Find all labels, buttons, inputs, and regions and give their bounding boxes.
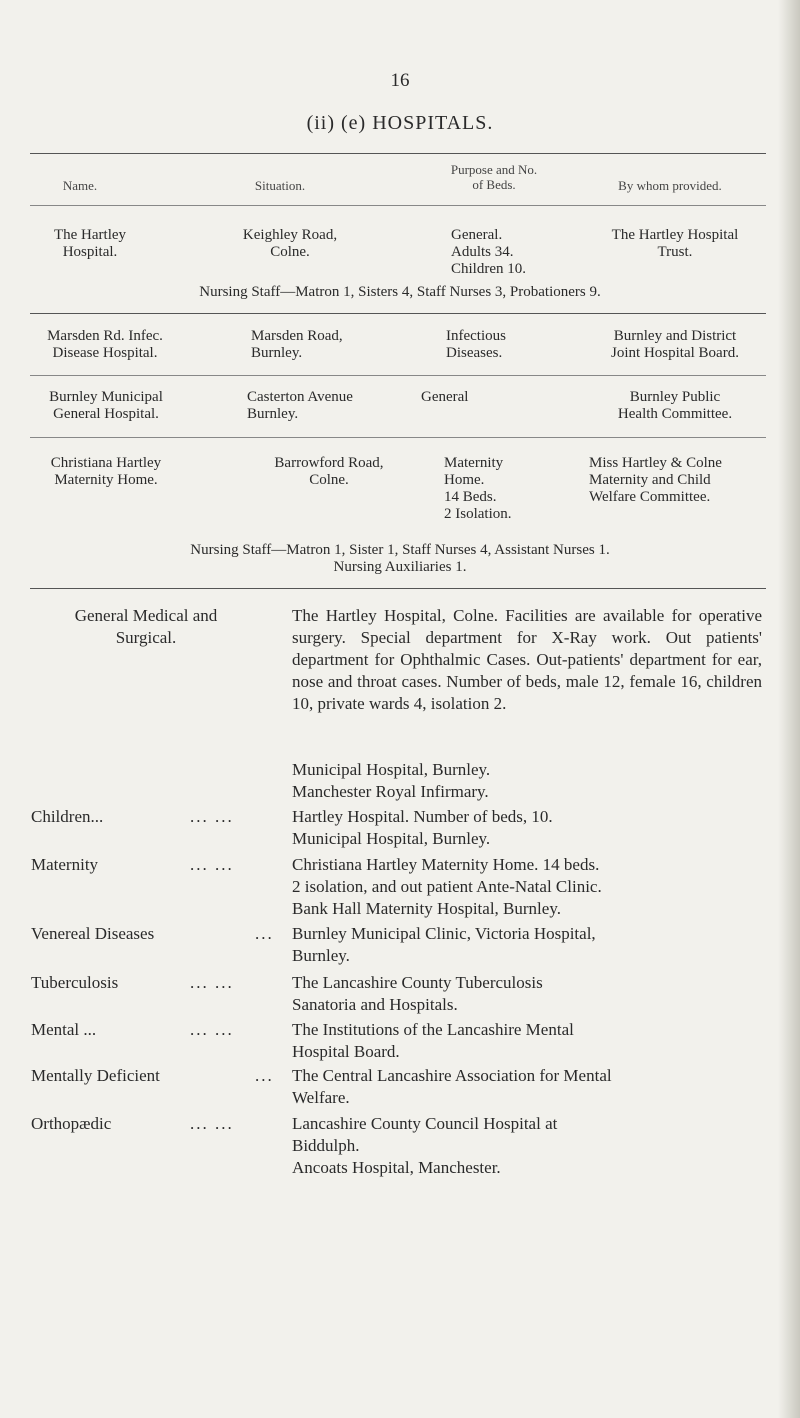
- row1-name-line1: The Hartley: [53, 227, 127, 243]
- service-dots-mental: ... ...: [190, 1020, 234, 1039]
- section-heading: (ii) (e) HOSPITALS.: [306, 112, 494, 134]
- row1-situation: [215, 227, 365, 261]
- service-dots-maternity: ... ...: [190, 855, 234, 874]
- row3-provider-line1: Burnley Public: [629, 389, 721, 405]
- row3-provider: [580, 389, 770, 423]
- row4-name-line1: Christiana Hartley: [50, 455, 162, 471]
- row3-situation-line1: Casterton Avenue: [247, 389, 353, 405]
- service-label-children: Children...: [31, 807, 104, 826]
- row2-name-line2: Disease Hospital.: [52, 345, 158, 361]
- general-paragraph: The Hartley Hospital, Colne. Facilities are available for operative surgery. Special department for X-Ray work. Out patients' department for Ophthalmic Cases. Out-patients' department for ear, nose and throat cases. Number of beds, male 12, female 16, children 10, private wards 4, isolation 2.: [292, 606, 762, 713]
- row1-purpose-line3: Children 10.: [451, 261, 526, 277]
- row4-provider: [589, 455, 779, 506]
- service-maternity-line2: 2 isolation, and out patient Ante-Natal Clinic.: [292, 877, 602, 896]
- row4-provider-line2: Maternity and Child: [589, 472, 711, 488]
- service-dots-mentally-deficient: ...: [255, 1066, 274, 1085]
- row4-name-line2: Maternity Home.: [54, 472, 158, 488]
- row4-situation: [244, 455, 414, 489]
- row3-name: [30, 389, 182, 423]
- service-label-venereal: Venereal Diseases: [31, 924, 155, 943]
- row1-staff: Nursing Staff—Matron 1, Sisters 4, Staff Nurses 3, Probationers 9.: [199, 284, 601, 300]
- service-dots-children: ... ...: [190, 807, 234, 826]
- page-edge-shadow: [778, 0, 800, 1418]
- row4-purpose-line3: 14 Beds.: [444, 489, 497, 505]
- service-dots-orthopaedic: ... ...: [190, 1114, 234, 1133]
- service-text-orthopaedic: [292, 1113, 762, 1179]
- service-mental-line2: Hospital Board.: [292, 1042, 400, 1061]
- row4-purpose-line1: Maternity: [444, 455, 504, 471]
- row2-situation-line1: Marsden Road,: [251, 328, 343, 344]
- header-bottom-rule: [30, 205, 766, 206]
- service-orthopaedic-line2: Biddulph.: [292, 1136, 360, 1155]
- service-text-mental: [292, 1019, 762, 1063]
- table-bottom-rule: [30, 588, 766, 589]
- row2-name-line1: Marsden Rd. Infec.: [47, 328, 163, 344]
- service-orthopaedic-line1: Lancashire County Council Hospital at: [292, 1114, 558, 1133]
- page-number: 16: [390, 70, 410, 91]
- general-extra-line2: Manchester Royal Infirmary.: [292, 782, 489, 801]
- row2-provider-line1: Burnley and District: [613, 328, 737, 344]
- service-tuberculosis-line2: Sanatoria and Hospitals.: [292, 995, 458, 1014]
- row3-purpose-line1: General: [421, 389, 469, 405]
- service-text-venereal: [292, 923, 762, 967]
- row2-purpose: [446, 328, 566, 362]
- row1-provider-line2: Trust.: [657, 244, 693, 260]
- service-dots-venereal: ...: [255, 924, 274, 943]
- row1-name-line2: Hospital.: [62, 244, 118, 260]
- row3-situation-line2: Burnley.: [247, 406, 299, 422]
- general-label-line1: General Medical and: [74, 606, 218, 625]
- service-label-tuberculosis: Tuberculosis: [31, 973, 119, 992]
- row2-name: [30, 328, 180, 362]
- row1-purpose: [451, 227, 571, 278]
- service-mentally-deficient-line2: Welfare.: [292, 1088, 350, 1107]
- row1-situation-line1: Keighley Road,: [242, 227, 338, 243]
- service-text-mentally-deficient: [292, 1065, 762, 1109]
- row3-name-line1: Burnley Municipal: [49, 389, 163, 405]
- row1-provider-line1: The Hartley Hospital: [611, 227, 739, 243]
- row1-bottom-rule: [30, 313, 766, 314]
- row1-purpose-line2: Adults 34.: [451, 244, 514, 260]
- service-orthopaedic-line3: Ancoats Hospital, Manchester.: [292, 1158, 501, 1177]
- general-label-line2: Surgical.: [115, 628, 177, 647]
- row2-purpose-line2: Diseases.: [446, 345, 503, 361]
- table-top-rule: [30, 153, 766, 154]
- row2-situation: [251, 328, 401, 362]
- service-maternity-line3: Bank Hall Maternity Hospital, Burnley.: [292, 899, 561, 918]
- service-text-tuberculosis: [292, 972, 762, 1016]
- col-header-name: Name.: [62, 178, 98, 193]
- col-header-situation: Situation.: [254, 178, 306, 193]
- row2-provider: [580, 328, 770, 362]
- service-children-line2: Municipal Hospital, Burnley.: [292, 829, 491, 848]
- service-text-maternity: [292, 854, 762, 920]
- row4-staff: [0, 542, 800, 576]
- col-header-purpose-text: Purpose and No. of Beds.: [450, 162, 538, 192]
- row2-provider-line2: Joint Hospital Board.: [611, 345, 739, 361]
- row1-purpose-line1: General.: [451, 227, 503, 243]
- service-label-mentally-deficient: Mentally Deficient: [31, 1066, 160, 1085]
- row3-name-line2: General Hospital.: [53, 406, 159, 422]
- service-tuberculosis-line1: The Lancashire County Tuberculosis: [292, 973, 543, 992]
- row3-purpose: [421, 389, 541, 406]
- service-children-line1: Hartley Hospital. Number of beds, 10.: [292, 807, 553, 826]
- col-header-purpose: [424, 162, 564, 192]
- general-extra: [292, 759, 762, 803]
- service-dots-tuberculosis: ... ...: [190, 973, 234, 992]
- service-maternity-line1: Christiana Hartley Maternity Home. 14 beds.: [292, 855, 600, 874]
- row4-purpose-line2: Home.: [444, 472, 485, 488]
- row3-bottom-rule: [30, 437, 766, 438]
- row4-name: [30, 455, 182, 489]
- col-header-provider: By whom provided.: [618, 178, 722, 193]
- row2-situation-line2: Burnley.: [251, 345, 303, 361]
- general-extra-line1: Municipal Hospital, Burnley.: [292, 760, 491, 779]
- row1-provider: [580, 227, 770, 261]
- row4-staff-line2: Nursing Auxiliaries 1.: [333, 559, 467, 575]
- row4-provider-line1: Miss Hartley & Colne: [589, 455, 722, 471]
- service-label-mental: Mental ...: [31, 1020, 97, 1039]
- row2-bottom-rule: [30, 375, 766, 376]
- row4-purpose-line4: 2 Isolation.: [444, 506, 512, 522]
- row2-purpose-line1: Infectious: [446, 328, 506, 344]
- service-text-children: [292, 806, 762, 850]
- row4-provider-line3: Welfare Committee.: [589, 489, 711, 505]
- row4-situation-line1: Barrowford Road,: [274, 455, 384, 471]
- service-mentally-deficient-line1: The Central Lancashire Association for Mental: [292, 1066, 612, 1085]
- row4-situation-line2: Colne.: [309, 472, 349, 488]
- service-mental-line1: The Institutions of the Lancashire Mental: [292, 1020, 574, 1039]
- row4-staff-line1: Nursing Staff—Matron 1, Sister 1, Staff Nurses 4, Assistant Nurses 1.: [190, 542, 610, 558]
- service-label-maternity: Maternity: [31, 855, 99, 874]
- service-label-orthopaedic: Orthopædic: [31, 1114, 112, 1133]
- service-venereal-line2: Burnley.: [292, 946, 350, 965]
- service-venereal-line1: Burnley Municipal Clinic, Victoria Hospital,: [292, 924, 596, 943]
- row1-situation-line2: Colne.: [270, 244, 310, 260]
- row4-purpose: [444, 455, 564, 523]
- general-label: [31, 605, 261, 649]
- row3-situation: [247, 389, 407, 423]
- row1-name: [30, 227, 150, 261]
- row3-provider-line2: Health Committee.: [617, 406, 733, 422]
